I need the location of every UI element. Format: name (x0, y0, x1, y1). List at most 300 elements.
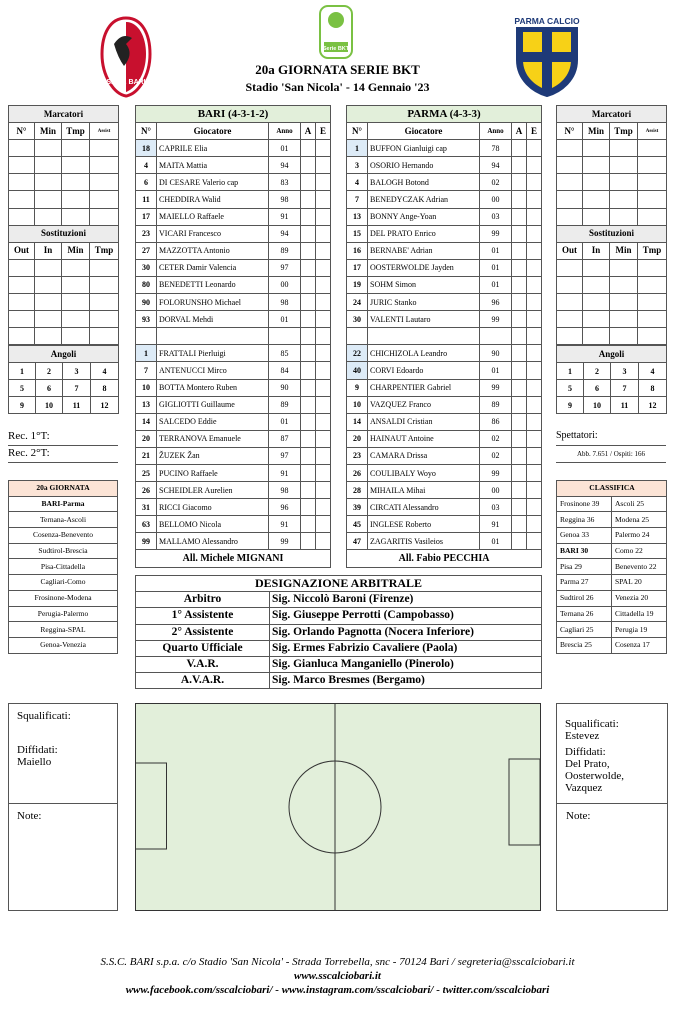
ammonizione-cell (301, 464, 316, 481)
player-name: HAINAUT Antoine (368, 430, 480, 447)
bari-sub-row (136, 430, 331, 447)
player-name: SALCEDO Eddie (157, 413, 269, 430)
espulsione-cell (316, 259, 331, 276)
ammonizione-cell (512, 516, 527, 533)
parma-sub-row (347, 345, 542, 362)
espulsione-cell (527, 191, 542, 208)
classifica-entry: Sudtirol 26 (557, 590, 612, 606)
right-angoli-title: Angoli (557, 346, 667, 363)
parma-sub-row (347, 464, 542, 481)
player-number: 28 (347, 482, 368, 499)
player-name: COULIBALY Woyo (368, 464, 480, 481)
espulsione-cell (316, 464, 331, 481)
player-number: 30 (136, 259, 157, 276)
bari-starter-row (136, 259, 331, 276)
arbitri-name: Sig. Ermes Fabrizio Cavaliere (Paola) (270, 640, 542, 656)
player-number: 20 (136, 430, 157, 447)
player-number: 99 (136, 533, 157, 550)
football-pitch (135, 703, 541, 911)
espulsione-cell (316, 242, 331, 259)
giornata-table (8, 480, 118, 654)
classifica-entry: Frosinone 39 (557, 496, 612, 512)
espulsione-cell (316, 396, 331, 413)
ammonizione-cell (512, 499, 527, 516)
right-angoli-table: Angoli 1 2 3 4 5 6 7 8 9 10 11 12 (556, 345, 667, 414)
player-year: 01 (269, 413, 301, 430)
giornata-match: Genoa-Venezia (9, 637, 118, 653)
giornata-match: Reggina-SPAL (9, 622, 118, 638)
player-year: 87 (269, 430, 301, 447)
player-year: 99 (480, 464, 512, 481)
player-number: 63 (136, 516, 157, 533)
player-name: RICCI Giacomo (157, 499, 269, 516)
player-name: ANSALDI Cristian (368, 413, 480, 430)
bari-sub-row (136, 464, 331, 481)
classifica-entry: Cittadella 19 (612, 606, 667, 622)
bari-starter-row (136, 191, 331, 208)
espulsione-cell (316, 294, 331, 311)
bari-note-label: Note: (17, 810, 42, 822)
player-year: 03 (480, 499, 512, 516)
parma-diffidati-label: Diffidati: (565, 746, 606, 758)
player-number: 30 (347, 311, 368, 328)
espulsione-cell (527, 345, 542, 362)
classifica-entry: Genoa 33 (557, 528, 612, 544)
espulsione-cell (316, 430, 331, 447)
player-year: 91 (480, 516, 512, 533)
bari-starter-row (136, 174, 331, 191)
espulsione-cell (527, 430, 542, 447)
parma-lineup-table: PARMA (4-3-3) N° Giocatore Anno A E 1 BUFFON Gianluigi cap 78 3 OSORIO Hernando 94 4 BALOGH Botond 02 7 BENEDYCZAK Adrian 00 13 BONNY Ange-Yoan 03 15 DEL PRATO Enrico 99 16 BERNABE' Adrian 01 17 OOSTERWOLDE Jayden 01 19 SOHM Simon 01 24 JURIC Stanko 96 30 VALENTI Lautaro 99 22 CHICHIZOLA Leandro 90 40 CORVI Edoardo 01 9 CHARPENTIER Gabriel 99 10 VAZQUEZ Franco 89 14 ANSALDI Cristian 86 20 HAINAUT Antoine 02 23 CAMARA Drissa 02 26 COULIBALY Woyo 99 28 MIHAILA Mihai 00 39 CIRCATI Alessandro 03 45 INGLESE Roberto 91 47 ZAGARITIS Vasileios 01 All. Fabio PECCHIA (346, 105, 542, 568)
giornata-match: Perugia-Palermo (9, 606, 118, 622)
espulsione-cell (527, 294, 542, 311)
player-year: 91 (269, 464, 301, 481)
parma-sub-row (347, 396, 542, 413)
giornata-match: Cagliari-Como (9, 575, 118, 591)
espulsione-cell (316, 191, 331, 208)
arbitri-table (135, 575, 542, 689)
player-name: CHICHIZOLA Leandro (368, 345, 480, 362)
ammonizione-cell (301, 311, 316, 328)
left-marcatori-table: Marcatori N° Min Tmp Assist Sostituzioni Out In Min Tmp (8, 105, 119, 362)
ammonizione-cell (301, 191, 316, 208)
ammonizione-cell (301, 157, 316, 174)
espulsione-cell (527, 311, 542, 328)
parma-starter-row (347, 208, 542, 225)
player-year: 99 (480, 379, 512, 396)
arbitri-name: Sig. Marco Bresmes (Bergamo) (270, 673, 542, 689)
bari-coach: All. Michele MIGNANI (136, 550, 331, 567)
player-year: 94 (269, 157, 301, 174)
espulsione-cell (316, 174, 331, 191)
ammonizione-cell (512, 413, 527, 430)
espulsione-cell (527, 516, 542, 533)
bari-sub-row (136, 516, 331, 533)
parma-sub-row (347, 362, 542, 379)
espulsione-cell (527, 225, 542, 242)
player-name: ZAGARITIS Vasileios (368, 533, 480, 550)
player-year: 94 (269, 225, 301, 242)
parma-starter-row (347, 225, 542, 242)
player-name: PUCINO Raffaele (157, 464, 269, 481)
player-year: 99 (480, 311, 512, 328)
player-number: 21 (136, 447, 157, 464)
classifica-entry: Palermo 24 (612, 528, 667, 544)
player-name: VAZQUEZ Franco (368, 396, 480, 413)
arbitri-role: V.A.R. (136, 656, 270, 672)
player-number: 23 (347, 447, 368, 464)
player-name: ANTENUCCI Mirco (157, 362, 269, 379)
espulsione-cell (527, 362, 542, 379)
giornata-match: Sudtirol-Brescia (9, 543, 118, 559)
player-number: 25 (136, 464, 157, 481)
player-year: 89 (480, 396, 512, 413)
espulsione-cell (316, 516, 331, 533)
ammonizione-cell (512, 311, 527, 328)
page-subtitle: Stadio 'San Nicola' - 14 Gennaio '23 (245, 80, 430, 94)
espulsione-cell (527, 276, 542, 293)
ammonizione-cell (301, 533, 316, 550)
player-year: 96 (269, 499, 301, 516)
giornata-match: BARI-Parma (9, 496, 118, 512)
parma-sub-row (347, 430, 542, 447)
bari-lineup-table: BARI (4-3-1-2) N° Giocatore Anno A E 18 CAPRILE Elia 01 4 MAITA Mattia 94 6 DI CESARE Valerio cap 83 11 CHEDDIRA Walid 98 17 MAIELLO Raffaele 91 23 VICARI Francesco 94 27 MAZZOTTA Antonio 89 30 CETER Damir Valencia 97 80 BENEDETTI Leonardo 00 90 FOLORUNSHO Michael 98 93 DORVAL Mehdi 01 1 FRATTALI Pierluigi 85 7 ANTENUCCI Mirco 84 10 BOTTA Montero Ruben 90 13 GIGLIOTTI Guillaume 89 14 SALCEDO Eddie 01 20 TERRANOVA Emanuele 87 21 ŽUZEK Žan 97 25 PUCINO Raffaele 91 26 SCHEIDLER Aurelien 98 31 RICCI Giacomo 96 63 BELLOMO Nicola 91 99 MALLAMO Alessandro 99 All. Michele MIGNANI (135, 105, 331, 568)
bari-squalificati-value (17, 722, 109, 736)
player-year: 90 (480, 345, 512, 362)
giornata-match: Cosenza-Benevento (9, 528, 118, 544)
ammonizione-cell (512, 464, 527, 481)
player-name: CORVI Edoardo (368, 362, 480, 379)
classifica-entry: Como 22 (612, 543, 667, 559)
parma-notes-box (556, 703, 668, 911)
right-marcatori-title: Marcatori (557, 106, 667, 123)
player-year: 03 (480, 208, 512, 225)
ammonizione-cell (301, 174, 316, 191)
arbitri-name: Sig. Orlando Pagnotta (Nocera Inferiore) (270, 624, 542, 640)
left-marcatori-title: Marcatori (9, 106, 119, 123)
parma-title: PARMA (4-3-3) (347, 106, 542, 123)
player-number: 24 (347, 294, 368, 311)
player-year: 89 (269, 396, 301, 413)
player-number: 40 (347, 362, 368, 379)
ammonizione-cell (301, 396, 316, 413)
player-number: 19 (347, 276, 368, 293)
player-name: BERNABE' Adrian (368, 242, 480, 259)
player-name: BENEDETTI Leonardo (157, 276, 269, 293)
page-title: 20a GIORNATA SERIE BKT (255, 62, 420, 77)
player-year: 01 (269, 311, 301, 328)
parma-sub-row (347, 413, 542, 430)
player-year: 00 (480, 482, 512, 499)
player-year: 01 (269, 140, 301, 157)
player-number: 18 (136, 140, 157, 157)
bari-starter-row (136, 140, 331, 157)
espulsione-cell (316, 157, 331, 174)
left-angoli-table: Angoli 1 2 3 4 5 6 7 8 9 10 11 12 (8, 345, 119, 414)
espulsione-cell (527, 447, 542, 464)
footer-website[interactable]: www.sscalciobari.it (294, 970, 381, 982)
player-year: 02 (480, 174, 512, 191)
player-name: JURIC Stanko (368, 294, 480, 311)
bari-sub-row (136, 396, 331, 413)
bari-logo-text: S.S.C. BARI (106, 79, 146, 86)
parma-starter-row (347, 276, 542, 293)
player-number: 3 (347, 157, 368, 174)
espulsione-cell (527, 379, 542, 396)
giornata-title: 20a GIORNATA (9, 481, 118, 497)
bari-sub-row (136, 379, 331, 396)
espulsione-cell (316, 499, 331, 516)
player-number: 45 (347, 516, 368, 533)
player-name: BONNY Ange-Yoan (368, 208, 480, 225)
ammonizione-cell (512, 379, 527, 396)
parma-sub-row (347, 499, 542, 516)
serie-bkt-logo (316, 4, 356, 60)
ammonizione-cell (512, 242, 527, 259)
player-name: GIGLIOTTI Guillaume (157, 396, 269, 413)
parma-logo-text: PARMA CALCIO (514, 16, 580, 26)
player-number: 14 (136, 413, 157, 430)
footer-address: S.S.C. BARI s.p.a. c/o Stadio 'San Nicola' - Strada Torrebella, snc - 70124 Bari / segreteria@sscalciobari.it (100, 956, 575, 968)
classifica-entry: Perugia 19 (612, 622, 667, 638)
espulsione-cell (527, 396, 542, 413)
ammonizione-cell (512, 294, 527, 311)
bari-sub-row (136, 345, 331, 362)
player-number: 47 (347, 533, 368, 550)
ammonizione-cell (301, 413, 316, 430)
bari-squalificati-label: Squalificati: (17, 710, 71, 722)
player-number: 6 (136, 174, 157, 191)
parma-squalificati-value: Estevez (565, 730, 600, 742)
espulsione-cell (527, 482, 542, 499)
player-name: BALOGH Botond (368, 174, 480, 191)
espulsione-cell (316, 140, 331, 157)
ammonizione-cell (512, 157, 527, 174)
espulsione-cell (527, 157, 542, 174)
player-number: 1 (347, 140, 368, 157)
rec-1t-label: Rec. 1°T: (8, 430, 118, 446)
classifica-entry: SPAL 20 (612, 575, 667, 591)
parma-sub-row (347, 447, 542, 464)
player-number: 22 (347, 345, 368, 362)
bari-sub-row (136, 413, 331, 430)
arbitri-role: Quarto Ufficiale (136, 640, 270, 656)
espulsione-cell (316, 225, 331, 242)
parma-squalificati-label: Squalificati: (565, 718, 619, 730)
player-name: CAPRILE Elia (157, 140, 269, 157)
serie-logo-text: Serie BKT (322, 46, 350, 52)
player-year: 99 (269, 533, 301, 550)
player-name: MAITA Mattia (157, 157, 269, 174)
parma-note-label: Note: (566, 810, 591, 822)
player-name: SCHEIDLER Aurelien (157, 482, 269, 499)
espulsione-cell (316, 413, 331, 430)
ammonizione-cell (512, 208, 527, 225)
ammonizione-cell (301, 499, 316, 516)
bari-diffidati-value: Maiello (17, 756, 52, 768)
parma-sub-row (347, 533, 542, 550)
ammonizione-cell (512, 225, 527, 242)
left-angoli-title: Angoli (9, 346, 119, 363)
player-year: 01 (480, 259, 512, 276)
player-name: MIHAILA Mihai (368, 482, 480, 499)
bari-sub-row (136, 533, 331, 550)
espulsione-cell (527, 464, 542, 481)
player-year: 91 (269, 208, 301, 225)
arbitri-role: 1° Assistente (136, 608, 270, 624)
classifica-table (556, 480, 667, 654)
player-year: 84 (269, 362, 301, 379)
parma-starter-row (347, 294, 542, 311)
player-name: OSORIO Hernando (368, 157, 480, 174)
player-number: 13 (136, 396, 157, 413)
player-number: 17 (347, 259, 368, 276)
player-name: VICARI Francesco (157, 225, 269, 242)
arbitri-role: 2° Assistente (136, 624, 270, 640)
bari-starter-row (136, 157, 331, 174)
player-year: 94 (480, 157, 512, 174)
arbitri-name: Sig. Gianluca Manganiello (Pinerolo) (270, 656, 542, 672)
parma-sub-row (347, 482, 542, 499)
player-name: DI CESARE Valerio cap (157, 174, 269, 191)
ammonizione-cell (301, 276, 316, 293)
player-name: OOSTERWOLDE Jayden (368, 259, 480, 276)
classifica-entry: Cagliari 25 (557, 622, 612, 638)
player-year: 97 (269, 259, 301, 276)
arbitri-name: Sig. Niccolò Baroni (Firenze) (270, 592, 542, 608)
ammonizione-cell (512, 140, 527, 157)
player-number: 9 (347, 379, 368, 396)
classifica-entry: BARI 30 (557, 543, 612, 559)
player-year: 00 (269, 276, 301, 293)
classifica-entry: Benevento 22 (612, 559, 667, 575)
bari-sub-row (136, 447, 331, 464)
parma-coach: All. Fabio PECCHIA (347, 550, 542, 567)
espulsione-cell (527, 499, 542, 516)
player-number: 1 (136, 345, 157, 362)
player-number: 31 (136, 499, 157, 516)
player-year: 00 (480, 191, 512, 208)
bari-starter-row (136, 242, 331, 259)
parma-starter-row (347, 174, 542, 191)
player-number: 15 (347, 225, 368, 242)
player-number: 26 (347, 464, 368, 481)
player-year: 01 (480, 362, 512, 379)
classifica-entry: Pisa 29 (557, 559, 612, 575)
bari-sub-row (136, 362, 331, 379)
player-year: 83 (269, 174, 301, 191)
ammonizione-cell (512, 396, 527, 413)
ammonizione-cell (301, 447, 316, 464)
ammonizione-cell (512, 533, 527, 550)
arbitri-name: Sig. Giuseppe Perrotti (Campobasso) (270, 608, 542, 624)
player-name: TERRANOVA Emanuele (157, 430, 269, 447)
espulsione-cell (316, 311, 331, 328)
ammonizione-cell (512, 174, 527, 191)
player-year: 01 (480, 276, 512, 293)
player-number: 4 (347, 174, 368, 191)
ammonizione-cell (512, 191, 527, 208)
classifica-entry: Modena 25 (612, 512, 667, 528)
player-year: 98 (269, 191, 301, 208)
ammonizione-cell (512, 259, 527, 276)
player-number: 4 (136, 157, 157, 174)
ammonizione-cell (301, 362, 316, 379)
parma-sub-row (347, 379, 542, 396)
classifica-entry: Reggina 36 (557, 512, 612, 528)
espulsione-cell (527, 208, 542, 225)
arbitri-role: Arbitro (136, 592, 270, 608)
spettatori-label: Spettatori: (556, 430, 666, 446)
ammonizione-cell (301, 208, 316, 225)
giornata-match: Frosinone-Modena (9, 590, 118, 606)
ammonizione-cell (301, 259, 316, 276)
classifica-entry: Brescia 25 (557, 637, 612, 653)
giornata-match: Ternana-Ascoli (9, 512, 118, 528)
player-name: BOTTA Montero Ruben (157, 379, 269, 396)
player-number: 17 (136, 208, 157, 225)
bari-sub-row (136, 482, 331, 499)
parma-diffidati-value: Del Prato, Oosterwolde, Vazquez (565, 758, 624, 794)
player-name: CIRCATI Alessandro (368, 499, 480, 516)
player-year: 86 (480, 413, 512, 430)
espulsione-cell (316, 208, 331, 225)
parma-starter-row (347, 140, 542, 157)
player-year: 98 (269, 294, 301, 311)
ammonizione-cell (512, 362, 527, 379)
classifica-entry: Venezia 20 (612, 590, 667, 606)
player-number: 13 (347, 208, 368, 225)
player-name: VALENTI Lautaro (368, 311, 480, 328)
ammonizione-cell (301, 482, 316, 499)
ammonizione-cell (301, 379, 316, 396)
parma-sub-row (347, 516, 542, 533)
player-number: 7 (136, 362, 157, 379)
classifica-entry: Parma 27 (557, 575, 612, 591)
espulsione-cell (316, 482, 331, 499)
bari-starter-row (136, 294, 331, 311)
espulsione-cell (316, 345, 331, 362)
ammonizione-cell (301, 225, 316, 242)
parma-starter-row (347, 191, 542, 208)
player-year: 02 (480, 430, 512, 447)
ammonizione-cell (512, 430, 527, 447)
player-name: ŽUZEK Žan (157, 447, 269, 464)
player-number: 90 (136, 294, 157, 311)
parma-starter-row (347, 157, 542, 174)
classifica-title: CLASSIFICA (557, 481, 667, 497)
player-number: 26 (136, 482, 157, 499)
ammonizione-cell (301, 140, 316, 157)
right-marcatori-table: Marcatori N° Min Tmp Assist Sostituzioni Out In Min Tmp (556, 105, 667, 362)
bari-starter-row (136, 225, 331, 242)
footer-social[interactable]: www.facebook.com/sscalciobari/ - www.instagram.com/sscalciobari/ - twitter.com/sscalciobari (125, 984, 550, 996)
ammonizione-cell (301, 294, 316, 311)
player-name: FRATTALI Pierluigi (157, 345, 269, 362)
bari-starter-row (136, 311, 331, 328)
player-name: BUFFON Gianluigi cap (368, 140, 480, 157)
bari-notes-box (8, 703, 118, 911)
ammonizione-cell (301, 430, 316, 447)
arbitri-role: A.V.A.R. (136, 673, 270, 689)
player-name: CHEDDIRA Walid (157, 191, 269, 208)
player-name: BELLOMO Nicola (157, 516, 269, 533)
espulsione-cell (316, 276, 331, 293)
rec-2t-label: Rec. 2°T: (8, 447, 118, 463)
ammonizione-cell (512, 345, 527, 362)
ammonizione-cell (512, 276, 527, 293)
player-year: 98 (269, 482, 301, 499)
